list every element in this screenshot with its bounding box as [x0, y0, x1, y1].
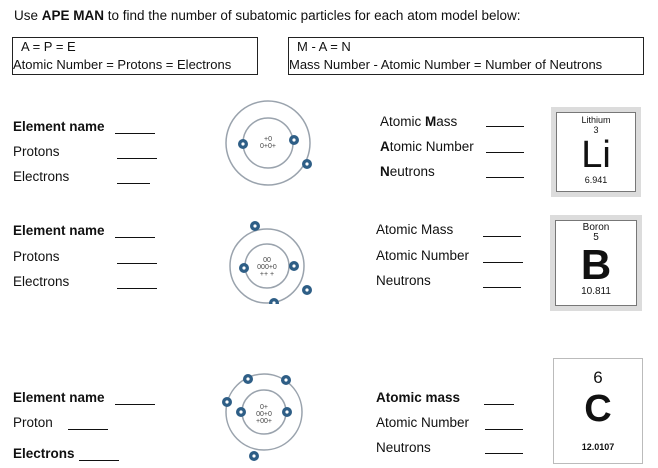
svg-text:000+0: 000+0 [257, 264, 277, 271]
electrons-blank[interactable] [79, 460, 119, 461]
protons-blank[interactable] [117, 158, 157, 159]
neutrons-blank[interactable] [486, 177, 524, 178]
instruction-text: Use APE MAN to find the number of subatomic particles for each atom model below: [14, 8, 521, 23]
ape-formula-line2: Atomic Number = Protons = Electrons [13, 57, 232, 72]
tile-symbol: Li [581, 134, 611, 176]
man-formula-box [288, 37, 644, 75]
boron-element-tile [550, 215, 642, 311]
neutrons-blank[interactable] [483, 287, 521, 288]
element-name-blank[interactable] [115, 133, 155, 134]
lithium-atom-model [222, 100, 314, 186]
atomic-mass-blank[interactable] [486, 126, 524, 127]
atomic-mass-blank[interactable] [484, 404, 514, 405]
proton-blank[interactable] [68, 429, 108, 430]
atomic-mass-label: Atomic mass [376, 390, 461, 405]
man-formula-line1: M - A = N [297, 39, 351, 54]
electrons-label: Electrons [13, 274, 70, 289]
atomic-number-blank[interactable] [486, 152, 524, 153]
tile-atomic-number: 3 [593, 125, 599, 135]
atomic-mass-label: Atomic Mass [380, 114, 458, 129]
svg-text:00: 00 [263, 257, 271, 264]
svg-text:00+0: 00+0 [256, 411, 272, 418]
svg-text:0+0+: 0+0+ [260, 143, 276, 150]
carbon-element-tile [553, 358, 643, 464]
tile-element-name: Boron [582, 222, 610, 233]
atomic-mass-label: Atomic Mass [376, 222, 454, 237]
svg-text:++ +: ++ + [259, 271, 275, 278]
element-name-label: Element name [13, 119, 105, 134]
neutrons-label: Neutrons [376, 440, 431, 455]
element-name-label: Element name [13, 390, 105, 405]
neutrons-blank[interactable] [485, 453, 523, 454]
tile-atomic-mass: 10.811 [581, 286, 611, 297]
proton-label: Proton [13, 415, 53, 430]
atomic-mass-blank[interactable] [483, 236, 521, 237]
tile-atomic-number: 6 [593, 368, 603, 387]
element-name-blank[interactable] [115, 237, 155, 238]
man-formula-line2: Mass Number - Atomic Number = Number of Neutrons [289, 57, 603, 72]
element-name-label: Element name [13, 223, 105, 238]
tile-atomic-mass: 6.941 [584, 175, 608, 185]
atomic-number-blank[interactable] [485, 429, 523, 430]
carbon-atom-model [218, 368, 310, 464]
boron-atom-model [222, 218, 314, 304]
atomic-number-label: Atomic Number [376, 415, 470, 430]
ape-formula-line1: A = P = E [21, 39, 76, 54]
protons-label: Protons [13, 249, 60, 264]
tile-symbol: C [584, 388, 612, 430]
neutrons-label: Neutrons [376, 273, 431, 288]
tile-element-name: Lithium [581, 115, 611, 125]
atomic-number-blank[interactable] [483, 262, 523, 263]
element-name-blank[interactable] [115, 404, 155, 405]
electrons-blank[interactable] [117, 183, 150, 184]
svg-text:+0: +0 [264, 136, 272, 143]
tile-atomic-number: 5 [593, 232, 599, 243]
electrons-label: Electrons [13, 446, 75, 461]
neutrons-label: Neutrons [380, 164, 435, 179]
atomic-number-label: Atomic Number [380, 139, 474, 154]
electrons-label: Electrons [13, 169, 70, 184]
tile-atomic-mass: 12.0107 [581, 442, 615, 452]
ape-formula-box [12, 37, 258, 75]
tile-symbol: B [580, 241, 612, 288]
atomic-number-label: Atomic Number [376, 248, 470, 263]
svg-text:0+: 0+ [260, 404, 268, 411]
protons-label: Protons [13, 144, 60, 159]
electrons-blank[interactable] [117, 288, 157, 289]
lithium-element-tile [551, 107, 641, 197]
protons-blank[interactable] [117, 263, 157, 264]
svg-text:+00+: +00+ [256, 418, 272, 425]
